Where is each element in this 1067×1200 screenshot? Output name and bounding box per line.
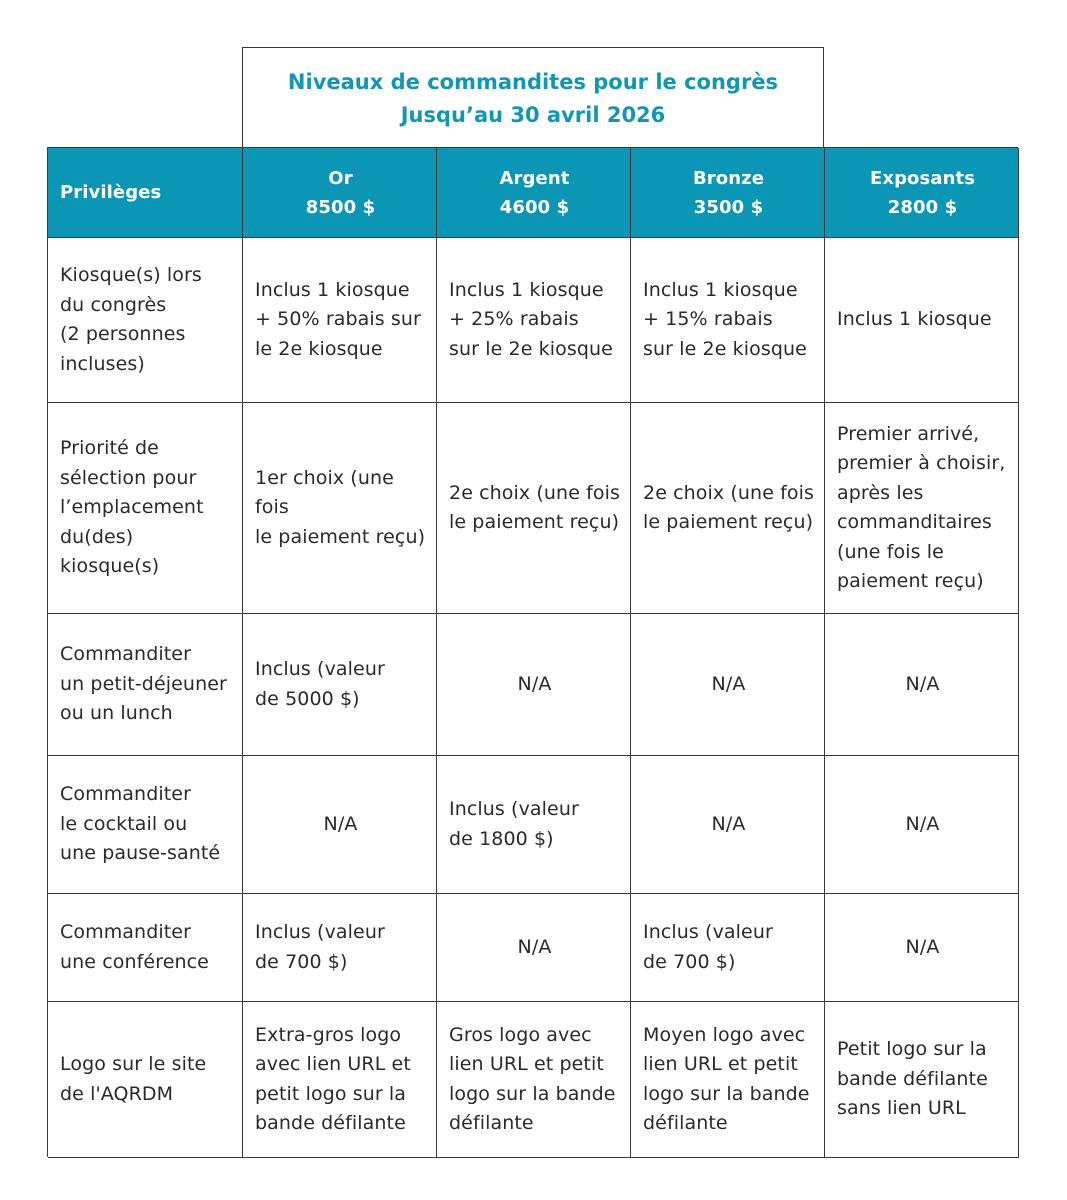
table-cell: Inclus (valeur de 700 $): [243, 894, 437, 1002]
row-label: Commanditer un petit-déjeuner ou un lunch: [48, 614, 243, 756]
header-tier-or: [243, 148, 437, 238]
table-cell: Extra-gros logo avec lien URL et petit logo sur la bande défilante: [243, 1002, 437, 1158]
row-label: Logo sur le site de l'AQRDM: [48, 1002, 243, 1158]
tier-name: Bronze: [692, 167, 765, 189]
row-label: Priorité de sélection pour l’emplacement du(des) kiosque(s): [48, 403, 243, 614]
table-cell: N/A: [825, 756, 1019, 894]
table-cell: N/A: [437, 894, 631, 1002]
table-cell: Inclus 1 kiosque + 50% rabais sur le 2e kiosque: [243, 238, 437, 403]
tier-name: Or: [328, 167, 353, 189]
table-cell: 2e choix (une fois le paiement reçu): [631, 403, 825, 614]
table-cell: Inclus 1 kiosque: [825, 238, 1019, 403]
table-cell: N/A: [631, 614, 825, 756]
table-cell: Premier arrivé, premier à choisir, après les commanditaires (une fois le paiement reçu): [825, 403, 1019, 614]
header-tier-exposants: [825, 148, 1019, 238]
tier-price: 3500 $: [693, 196, 764, 218]
table-cell: Gros logo avec lien URL et petit logo sur la bande défilante: [437, 1002, 631, 1158]
table-cell: N/A: [437, 614, 631, 756]
row-label: Commanditer une conférence: [48, 894, 243, 1002]
tier-price: 4600 $: [499, 196, 570, 218]
table-cell: Moyen logo avec lien URL et petit logo sur la bande défilante: [631, 1002, 825, 1158]
header-tier-argent: [437, 148, 631, 238]
table-cell: N/A: [825, 894, 1019, 1002]
tier-price: 2800 $: [887, 196, 958, 218]
table-cell: 2e choix (une fois le paiement reçu): [437, 403, 631, 614]
title-line-1: Niveaux de commandites pour le congrès: [287, 69, 779, 94]
title-line-2: Jusqu’au 30 avril 2026: [400, 102, 666, 127]
header-privileges: Privilèges: [48, 148, 243, 238]
table-cell: N/A: [825, 614, 1019, 756]
row-label: Kiosque(s) lors du congrès (2 personnes incluses): [48, 238, 243, 403]
table-cell: 1er choix (une fois le paiement reçu): [243, 403, 437, 614]
tier-name: Exposants: [869, 167, 976, 189]
table-cell: Petit logo sur la bande défilante sans lien URL: [825, 1002, 1019, 1158]
table-cell: N/A: [243, 756, 437, 894]
row-label: Commanditer le cocktail ou une pause-santé: [48, 756, 243, 894]
table-cell: Inclus (valeur de 5000 $): [243, 614, 437, 756]
tier-price: 8500 $: [305, 196, 376, 218]
tier-name: Argent: [499, 167, 570, 189]
sponsorship-table: [47, 147, 1018, 1157]
table-cell: Inclus (valeur de 700 $): [631, 894, 825, 1002]
table-title: [242, 47, 824, 149]
table-cell: Inclus (valeur de 1800 $): [437, 756, 631, 894]
table-cell: Inclus 1 kiosque + 15% rabais sur le 2e kiosque: [631, 238, 825, 403]
table-cell: N/A: [631, 756, 825, 894]
table-cell: Inclus 1 kiosque + 25% rabais sur le 2e kiosque: [437, 238, 631, 403]
header-tier-bronze: [631, 148, 825, 238]
